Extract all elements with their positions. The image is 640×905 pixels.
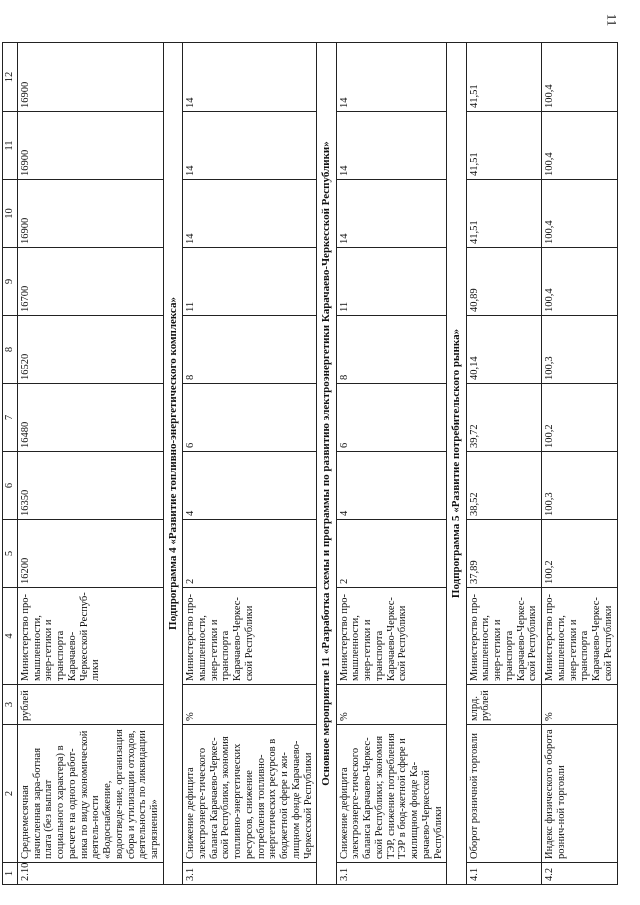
row-number: 2.10 — [17, 863, 163, 885]
unit-cell: % — [183, 685, 317, 725]
value-cell: 16520 — [17, 316, 163, 384]
value-cell: 100,4 — [542, 248, 618, 316]
column-header: 6 — [3, 452, 18, 520]
row-number: 3.1 — [183, 863, 317, 885]
column-header: 12 — [3, 43, 18, 112]
column-header: 11 — [3, 112, 18, 180]
section-title: Подпрограмма 5 «Развитие потребительского рынка» — [447, 43, 466, 885]
value-cell: 4 — [183, 452, 317, 520]
value-cell: 14 — [183, 43, 317, 112]
value-cell: 100,2 — [542, 520, 618, 588]
indicator-name: Снижение дефицита электроэнерге-тического баланса Карачаево-Черкес-ской Республики; экономия ТЭР, снижение потребления ТЭР в бюд-жетной сфере и жилищном фонде Ка-рачаево-Черкесской Республики — [336, 725, 447, 863]
value-cell: 38,52 — [466, 452, 542, 520]
row-number: 4.1 — [466, 863, 542, 885]
value-cell: 100,3 — [542, 316, 618, 384]
value-cell: 14 — [336, 112, 447, 180]
indicator-name: Индекс физического оборота рознич-ной торговли — [542, 725, 618, 863]
unit-cell: % — [542, 685, 618, 725]
value-cell: 16900 — [17, 180, 163, 248]
column-header: 7 — [3, 384, 18, 452]
indicators-table — [2, 42, 618, 885]
responsible-org: Министерство про-мышленности, энер-гетики и транспорта Карачаево-Черкесской Респуб-лики — [17, 588, 163, 685]
value-cell: 16900 — [17, 112, 163, 180]
value-cell: 11 — [336, 248, 447, 316]
rotated-table-container — [2, 43, 614, 885]
table-row — [336, 43, 447, 885]
value-cell: 11 — [183, 248, 317, 316]
value-cell: 8 — [336, 316, 447, 384]
value-cell: 41,51 — [466, 180, 542, 248]
indicator-name: Среднемесячная начисленная зара-ботная плата (без выплат социального характера) в расчете на одного работ-ника по виду экономической деятель-ности «Водоснабжение, водоотведе-ние, организация сбора и утилизации отходов, деятельность по ликвидации загрязнений» — [17, 725, 163, 863]
value-cell: 14 — [183, 112, 317, 180]
column-header: 1 — [3, 863, 18, 885]
responsible-org: Министерство про-мышленности, энер-гетики и транспорта Карачаево-Черкес-ской Республики — [466, 588, 542, 685]
table-row — [466, 43, 542, 885]
value-cell: 37,89 — [466, 520, 542, 588]
value-cell: 40,14 — [466, 316, 542, 384]
value-cell: 4 — [336, 452, 447, 520]
column-header: 2 — [3, 725, 18, 863]
unit-cell: % — [336, 685, 447, 725]
page-number: 11 — [604, 13, 620, 27]
value-cell: 16350 — [17, 452, 163, 520]
column-header: 4 — [3, 588, 18, 685]
responsible-org: Министерство про-мышленности, энер-гетики и транспорта Карачаево-Черкес-ской Республики — [336, 588, 447, 685]
value-cell: 14 — [183, 180, 317, 248]
indicator-name: Оборот розничной торговли — [466, 725, 542, 863]
value-cell: 14 — [336, 180, 447, 248]
value-cell: 100,2 — [542, 384, 618, 452]
column-header: 5 — [3, 520, 18, 588]
unit-cell: млрд. рублей — [466, 685, 542, 725]
value-cell: 14 — [336, 43, 447, 112]
value-cell: 2 — [183, 520, 317, 588]
value-cell: 39,72 — [466, 384, 542, 452]
section-row — [317, 43, 336, 885]
value-cell: 16480 — [17, 384, 163, 452]
value-cell: 100,4 — [542, 43, 618, 112]
value-cell: 16900 — [17, 43, 163, 112]
value-cell: 100,4 — [542, 112, 618, 180]
table-row — [542, 43, 618, 885]
column-header: 8 — [3, 316, 18, 384]
value-cell: 40,89 — [466, 248, 542, 316]
value-cell: 41,51 — [466, 112, 542, 180]
responsible-org: Министерство про-мышленности, энер-гетики и транспорта Карачаево-Черкес-ской Республики — [542, 588, 618, 685]
value-cell: 41,51 — [466, 43, 542, 112]
table-row — [183, 43, 317, 885]
responsible-org: Министерство про-мышленности, энер-гетики и транспорта Карачаево-Черкес-ской Республики — [183, 588, 317, 685]
section-row — [447, 43, 466, 885]
header-row — [3, 43, 18, 885]
row-number: 4.2 — [542, 863, 618, 885]
column-header: 10 — [3, 180, 18, 248]
value-cell: 100,3 — [542, 452, 618, 520]
column-header: 9 — [3, 248, 18, 316]
section-title: Основное мероприятие 11 «Разработка схемы и программы по развитию электроэнергетики Карачаево-Черкесской Республики» — [317, 43, 336, 885]
value-cell: 6 — [183, 384, 317, 452]
section-title: Подпрограмма 4 «Развитие топливно-энергетического комплекса» — [163, 43, 182, 885]
value-cell: 100,4 — [542, 180, 618, 248]
value-cell: 16200 — [17, 520, 163, 588]
column-header: 3 — [3, 685, 18, 725]
table-row — [17, 43, 163, 885]
row-number: 3.1 — [336, 863, 447, 885]
table-body — [3, 43, 618, 885]
value-cell: 8 — [183, 316, 317, 384]
value-cell: 6 — [336, 384, 447, 452]
section-row — [163, 43, 182, 885]
value-cell: 16700 — [17, 248, 163, 316]
unit-cell: рублей — [17, 685, 163, 725]
indicator-name: Снижение дефицита электроэнерге-тического баланса Карачаево-Черкес-ской Республики, экономия топливно-энергетических ресурсов, снижение потребления топливно-энергетических ресурсов в бюджетной сфере и жи-лищном фонде Карачаево-Черкесской Республики — [183, 725, 317, 863]
value-cell: 2 — [336, 520, 447, 588]
